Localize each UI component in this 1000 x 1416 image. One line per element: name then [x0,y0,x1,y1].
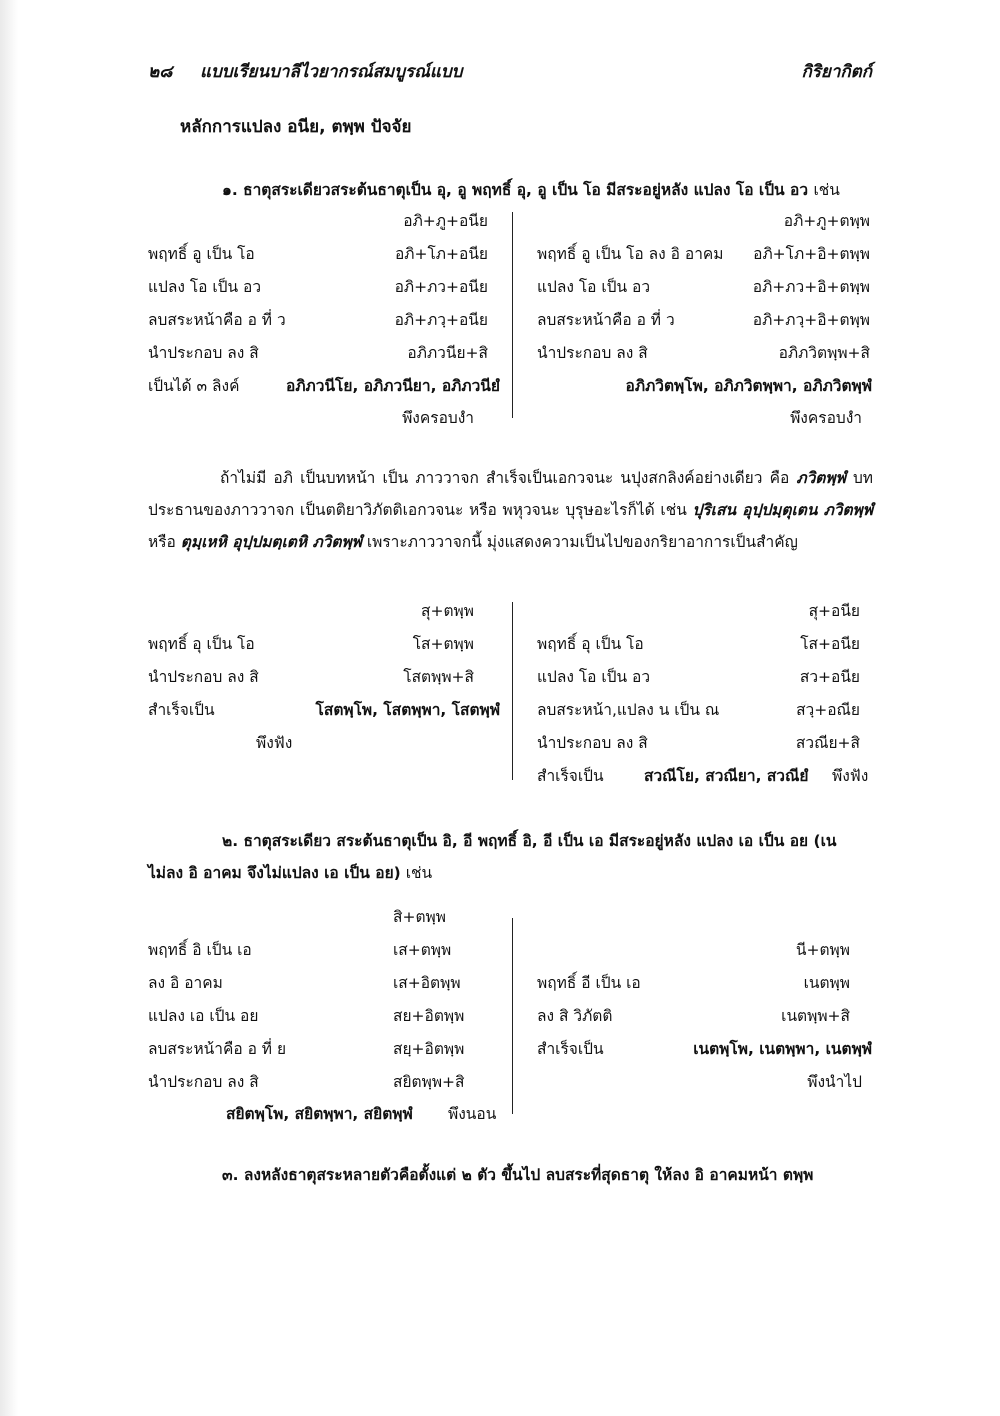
su-right-start: สุ+อนีย [808,602,860,620]
su-right-step-form: สว+อนีย [799,668,860,686]
r1-right-result: อภิภวิตพฺโพ, อภิภวิตพฺพา, อภิภวิตพฺพํ [625,377,872,395]
r1-left-step-label: นำประกอบ ลง สิ [148,344,259,362]
r2-left-step-form: สยิตพฺพ+สิ [393,1073,465,1091]
rule1-heading [222,177,840,202]
su-right-step-form: สวฺ+อณีย [796,701,860,719]
r2-left-result: สยิตพฺโพ, สยิตพฺพา, สยิตพฺพํ [226,1105,413,1123]
rule2-heading-line2 [148,860,432,885]
su-right-step-form: สวณีย+สิ [795,734,860,752]
book-title: แบบเรียนบาลีไวยากรณ์สมบูรณ์แบบ [200,62,463,82]
note-text: ถ้าไม่มี อภิ เป็นบทหน้า เป็น ภาววาจก สำเร็จเป็นเอกวจนะ นปุงสกลิงค์อย่างเดียว คือ [220,469,790,487]
column-divider [512,918,513,1114]
r1-right-step-label: แปลง โอ เป็น อว [537,278,651,296]
r1-left-step-form: อภิภวนีย+สิ [407,344,488,362]
r2-right-step-form: เนตพฺพ+สิ [781,1007,850,1025]
su-right-step-label: ลบสระหน้า,แปลง น เป็น ณ [537,701,720,719]
su-left-start: สุ+ตพฺพ [421,602,474,620]
su-right-step-label: แปลง โอ เป็น อว [537,668,651,686]
r2-left-step-label: นำประกอบ ลง สิ [148,1073,259,1091]
rule1-heading-text: ๑. ธาตุสระเดียวสระต้นธาตุเป็น อุ, อู พฤทธิ์ อุ, อู เป็น โอ มีสระอยู่หลัง แปลง โอ เป็น อว [222,181,809,199]
rule2-heading-line1: ๒. ธาตุสระเดียว สระต้นธาตุเป็น อิ, อี พฤทธิ์ อิ, อี เป็น เอ มีสระอยู่หลัง แปลง เอ เป็น อย (เน [222,832,837,850]
su-right-result-label: สำเร็จเป็น [537,767,604,785]
r2-right-step-label: พฤทธิ์ อี เป็น เอ [537,974,641,992]
su-right-step-form: โส+อนีย [800,635,860,653]
r2-right-start: นี+ตพฺพ [795,941,850,959]
section-name: กิริยากิตก์ [801,62,872,82]
note-pali-term: ภวิตพฺพํ [796,469,846,487]
r1-left-result-label: เป็นได้ ๓ ลิงค์ [148,377,240,395]
su-right-step-label: นำประกอบ ลง สิ [537,734,648,752]
r2-left-step-form: เส+อิตพฺพ [393,974,461,992]
r1-right-step-form: อภิ+ภวฺ+อิ+ตพฺพ [752,311,870,329]
r2-right-step-label: ลง สิ วิภัตติ [537,1007,613,1025]
su-left-result-label: สำเร็จเป็น [148,701,215,719]
r1-right-meaning: พึงครอบงำ [790,409,862,427]
r2-left-step-form: สย+อิตพฺพ [393,1007,465,1025]
su-left-step-form: โสตพฺพ+สิ [403,668,474,686]
r2-left-step-form: เส+ตพฺพ [393,941,452,959]
r1-left-meaning: พึงครอบงำ [402,409,474,427]
r2-left-meaning: พึงนอน [448,1105,497,1123]
note-text: บทประธานของภาววาจก เป็นตติยาวิภัตติเอกวจนะ หรือ พหุวจนะ บุรุษอะไรก็ได้ เช่น [148,469,873,519]
note-pali-term: ตุมฺเหหิ อุปฺปมตฺเตหิ ภวิตพฺพํ [180,533,362,551]
scan-edge-shadow [0,0,18,1416]
r1-left-step-label: พฤทธิ์ อู เป็น โอ [148,245,255,263]
column-divider [512,212,513,418]
note-paragraph [148,462,873,558]
r1-right-step-label: นำประกอบ ลง สิ [537,344,648,362]
column-divider [512,602,513,780]
su-left-step-label: พฤทธิ์ อุ เป็น โอ [148,635,255,653]
r2-left-step-form: สยฺ+อิตพฺพ [393,1040,465,1058]
rule1-suffix: เช่น [813,181,840,199]
r2-left-step-label: ลบสระหน้าคือ อ ที่ ย [148,1040,287,1058]
r1-right-step-form: อภิ+โภ+อิ+ตพฺพ [753,245,870,263]
r2-right-meaning: พึงนำไป [807,1073,862,1091]
note-text: หรือ [148,533,176,551]
r2-right-step-form: เนตพฺพ [803,974,850,992]
su-right-meaning: พึงฟัง [832,767,869,785]
r1-left-step-label: ลบสระหน้าคือ อ ที่ ว [148,311,286,329]
su-left-meaning: พึงฟัง [256,734,293,752]
su-left-step-form: โส+ตพฺพ [412,635,474,653]
r1-left-step-form: อภิ+ภว+อนีย [394,278,488,296]
r1-left-result: อภิภวนีโย, อภิภวนียา, อภิภวนียํ [286,377,500,395]
r2-right-result-label: สำเร็จเป็น [537,1040,604,1058]
r1-right-step-label: พฤทธิ์ อู เป็น โอ ลง อิ อาคม [537,245,724,263]
r2-left-step-label: แปลง เอ เป็น อย [148,1007,259,1025]
r2-left-step-label: พฤทธิ์ อิ เป็น เอ [148,941,252,959]
r1-left-start: อภิ+ภู+อนีย [403,212,488,230]
r1-left-step-label: แปลง โอ เป็น อว [148,278,262,296]
su-right-result: สวณีโย, สวณียา, สวณียํ [644,767,809,785]
su-left-step-label: นำประกอบ ลง สิ [148,668,259,686]
r2-right-result: เนตพฺโพ, เนตพฺพา, เนตพฺพํ [693,1040,872,1058]
su-right-step-label: พฤทธิ์ อุ เป็น โอ [537,635,644,653]
rule2-suffix: เช่น [405,864,433,882]
r1-right-step-form: อภิ+ภว+อิ+ตพฺพ [752,278,870,296]
r1-left-step-form: อภิ+โภ+อนีย [394,245,488,263]
note-text: เพราะภาววาจกนี้ มุ่งแสดงความเป็นไปของกริยาอาการเป็นสำคัญ [366,533,798,551]
rule3-heading: ๓. ลงหลังธาตุสระหลายตัวคือตั้งแต่ ๒ ตัว ขึ้นไป ลบสระที่สุดธาตุ ให้ลง อิ อาคมหน้า ตพฺพ [222,1166,814,1184]
r2-left-start: สิ+ตพฺพ [393,908,446,926]
r1-right-step-label: ลบสระหน้าคือ อ ที่ ว [537,311,675,329]
r2-left-step-label: ลง อิ อาคม [148,974,223,992]
r1-right-step-form: อภิภวิตพฺพ+สิ [778,344,870,362]
note-pali-term: ปุริเสน อุปฺปมฺตุเตน ภวิตพฺพํ [692,501,873,519]
r1-right-start: อภิ+ภู+ตพฺพ [783,212,870,230]
r1-left-step-form: อภิ+ภวฺ+อนีย [394,311,488,329]
page-title: หลักการแปลง อนีย, ตพฺพ ปัจจัย [180,117,412,137]
su-left-result: โสตพฺโพ, โสตพฺพา, โสตพฺพํ [315,701,500,719]
page-number: ๒๘ [148,62,173,82]
rule2-heading-text: ไม่ลง อิ อาคม จึงไม่แปลง เอ เป็น อย) [148,864,401,882]
